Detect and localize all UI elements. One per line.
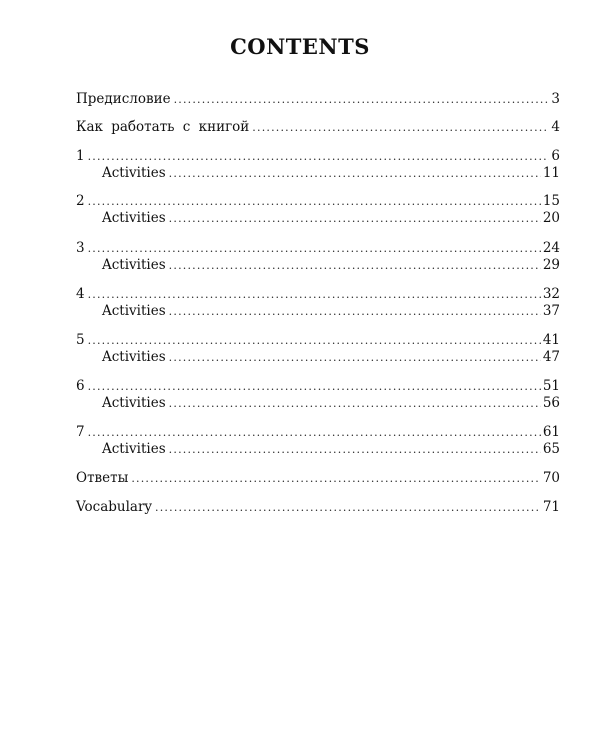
toc-entry-chapter-4 [76,286,560,303]
toc-entry-activities-6 [102,395,560,412]
toc-entry-label: Как работать с книгой [76,119,250,135]
toc-entry-page: 51 [542,378,560,394]
toc-entry-answers [76,470,560,487]
dot-leader [88,149,550,165]
toc-entry-how-to-use [76,119,560,136]
toc-entry-label: 5 [76,332,85,348]
toc-entry-page: 70 [542,470,560,486]
toc-entry-page: 29 [542,257,560,273]
toc-entry-activities-2 [102,210,560,227]
toc-entry-label: Activities [102,257,166,273]
dot-leader [169,211,541,227]
toc-entry-label: Activities [102,303,166,319]
toc-entry-page: 41 [542,332,560,348]
toc-entry-label: 7 [76,424,85,440]
toc-entry-page: 20 [542,210,560,226]
toc-entry-activities-3 [102,257,560,274]
toc-entry-activities-7 [102,441,560,458]
toc-entry-label: 3 [76,240,85,256]
dot-leader [169,442,541,458]
toc-entry-label: Ответы [76,470,129,486]
dot-leader [169,396,541,412]
dot-leader [169,350,541,366]
toc-entry-page: 11 [542,165,560,181]
toc-entry-chapter-6 [76,378,560,395]
toc-entry-page: 37 [542,303,560,319]
toc-entry-chapter-1 [76,148,560,165]
toc-entry-page: 71 [542,499,560,515]
toc-entry-label: Activities [102,349,166,365]
dot-leader [88,425,541,441]
dot-leader [169,166,541,182]
dot-leader [155,500,541,516]
toc-entry-label: 1 [76,148,85,164]
toc-entry-page: 32 [542,286,560,302]
toc-entry-page: 4 [551,119,560,135]
dot-leader [88,241,541,257]
page-title: CONTENTS [230,34,370,59]
toc-entry-page: 61 [542,424,560,440]
toc-entry-label: 4 [76,286,85,302]
toc-entry-page: 56 [542,395,560,411]
toc-entry-label: Предисловие [76,91,171,107]
toc-entry-chapter-2 [76,193,560,210]
dot-leader [88,287,541,303]
dot-leader [169,304,541,320]
toc-entry-activities-4 [102,303,560,320]
dot-leader [131,471,540,487]
toc-entry-label: 6 [76,378,85,394]
toc-entry-page: 65 [542,441,560,457]
toc-entry-chapter-7 [76,424,560,441]
toc-entry-page: 24 [542,240,560,256]
toc-entry-activities-1 [102,165,560,182]
toc-entry-page: 15 [542,193,560,209]
toc-entry-chapter-3 [76,240,560,257]
dot-leader [252,120,549,136]
toc-entry-label: Activities [102,441,166,457]
toc-entry-label: Activities [102,395,166,411]
toc-entry-label: 2 [76,193,85,209]
toc-entry-vocabulary [76,499,560,516]
toc-entry-page: 3 [551,91,560,107]
dot-leader [88,379,541,395]
toc-entry-label: Activities [102,165,166,181]
toc-entry-activities-5 [102,349,560,366]
toc-entry-label: Vocabulary [76,499,153,515]
toc-entry-page: 6 [551,148,560,164]
toc-entry-chapter-5 [76,332,560,349]
toc-entry-preface [76,91,560,108]
dot-leader [174,92,550,108]
toc-entry-label: Activities [102,210,166,226]
dot-leader [88,194,541,210]
dot-leader [88,333,541,349]
dot-leader [169,258,541,274]
toc-entry-page: 47 [542,349,560,365]
